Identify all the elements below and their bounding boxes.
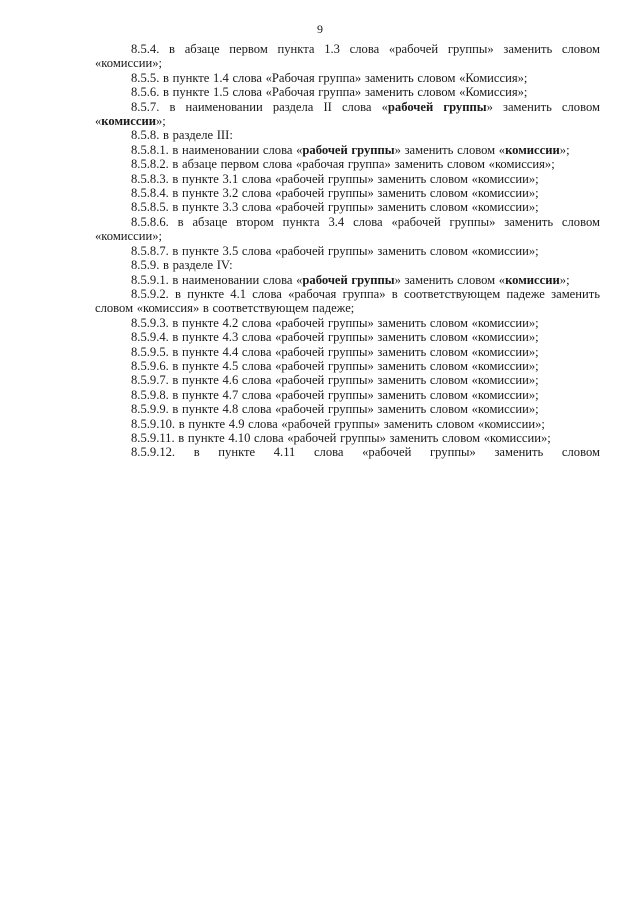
bold-text: рабочей группы bbox=[387, 99, 487, 114]
paragraph-text: » заменить словом « bbox=[394, 142, 506, 157]
paragraph-text: 8.5.8.2. в абзаце первом слова «рабочая группа» заменить словом «комиссия»; bbox=[131, 157, 555, 172]
bold-text: рабочей группы bbox=[302, 142, 395, 157]
paragraph bbox=[95, 417, 600, 431]
paragraph bbox=[95, 200, 600, 214]
paragraph-text: 8.5.9.1. в наименовании слова « bbox=[131, 272, 303, 287]
paragraph bbox=[95, 172, 600, 186]
paragraph-text: 8.5.9.9. в пункте 4.8 слова «рабочей группы» заменить словом «комиссии»; bbox=[131, 402, 539, 417]
bold-text: рабочей группы bbox=[302, 272, 395, 287]
paragraph-text: 8.5.9.6. в пункте 4.5 слова «рабочей группы» заменить словом «комиссии»; bbox=[131, 358, 539, 373]
paragraph-text: 8.5.9.2. в пункте 4.1 слова «рабочая группа» в соответствующем падеже заменить словом «комиссия» в соответствующем падеже; bbox=[95, 286, 600, 316]
document-body bbox=[95, 42, 600, 460]
paragraph bbox=[95, 373, 600, 387]
paragraph-text: 8.5.8.7. в пункте 3.5 слова «рабочей группы» заменить словом «комиссии»; bbox=[131, 243, 539, 258]
paragraph-text: 8.5.4. в абзаце первом пункта 1.3 слова «рабочей группы» заменить словом «комиссии»; bbox=[95, 42, 600, 71]
paragraph-text: »; bbox=[559, 142, 570, 157]
paragraph bbox=[95, 345, 600, 359]
paragraph-text: 8.5.8.3. в пункте 3.1 слова «рабочей группы» заменить словом «комиссии»; bbox=[131, 171, 539, 186]
paragraph bbox=[95, 258, 600, 272]
paragraph-text: » заменить словом « bbox=[95, 99, 600, 129]
paragraph-text: 8.5.8. в разделе III: bbox=[131, 128, 233, 143]
paragraph bbox=[95, 287, 600, 316]
paragraph bbox=[95, 100, 600, 129]
paragraph-text: 8.5.8.5. в пункте 3.3 слова «рабочей группы» заменить словом «комиссии»; bbox=[131, 200, 539, 215]
paragraph-text: 8.5.6. в пункте 1.5 слова «Рабочая группа» заменить словом «Комиссия»; bbox=[131, 85, 528, 100]
bold-text: комиссии bbox=[505, 142, 560, 157]
paragraph-text: »; bbox=[559, 272, 570, 287]
paragraph bbox=[95, 273, 600, 287]
paragraph-text: 8.5.8.6. в абзаце втором пункта 3.4 слова «рабочей группы» заменить словом «комиссии»; bbox=[95, 214, 600, 244]
paragraph-text: 8.5.9.7. в пункте 4.6 слова «рабочей группы» заменить словом «комиссии»; bbox=[131, 373, 539, 388]
page-number: 9 bbox=[317, 22, 323, 36]
paragraph-text: 8.5.8.4. в пункте 3.2 слова «рабочей группы» заменить словом «комиссии»; bbox=[131, 186, 539, 201]
paragraph bbox=[95, 316, 600, 330]
paragraph-text: 8.5.9.3. в пункте 4.2 слова «рабочей группы» заменить словом «комиссии»; bbox=[131, 315, 539, 330]
paragraph bbox=[95, 402, 600, 416]
paragraph-text: 8.5.9.11. в пункте 4.10 слова «рабочей группы» заменить словом «комиссии»; bbox=[131, 430, 551, 445]
paragraph bbox=[95, 42, 600, 71]
paragraph bbox=[95, 330, 600, 344]
bold-text: комиссии bbox=[101, 114, 156, 129]
paragraph-text: 8.5.7. в наименовании раздела II слова « bbox=[131, 99, 388, 114]
paragraph bbox=[95, 445, 600, 459]
paragraph-text: 8.5.9.10. в пункте 4.9 слова «рабочей группы» заменить словом «комиссии»; bbox=[131, 416, 545, 431]
bold-text: комиссии bbox=[505, 272, 560, 287]
paragraph-text: » заменить словом « bbox=[394, 272, 506, 287]
paragraph bbox=[95, 71, 600, 85]
paragraph-text: 8.5.5. в пункте 1.4 слова «Рабочая группа» заменить словом «Комиссия»; bbox=[131, 70, 528, 85]
paragraph bbox=[95, 244, 600, 258]
paragraph-text: 8.5.8.1. в наименовании слова « bbox=[131, 142, 303, 157]
paragraph bbox=[95, 186, 600, 200]
paragraph bbox=[95, 85, 600, 99]
paragraph-text: 8.5.9. в разделе IV: bbox=[131, 258, 233, 273]
paragraph-text: 8.5.9.8. в пункте 4.7 слова «рабочей группы» заменить словом «комиссии»; bbox=[131, 387, 539, 402]
paragraph bbox=[95, 128, 600, 142]
paragraph-text: 8.5.9.5. в пункте 4.4 слова «рабочей группы» заменить словом «комиссии»; bbox=[131, 344, 539, 359]
paragraph-text: 8.5.9.4. в пункте 4.3 слова «рабочей группы» заменить словом «комиссии»; bbox=[131, 330, 539, 345]
paragraph bbox=[95, 359, 600, 373]
paragraph-text: »; bbox=[155, 114, 166, 129]
paragraph bbox=[95, 143, 600, 157]
paragraph-text: 8.5.9.12. в пункте 4.11 слова «рабочей группы» заменить словом bbox=[131, 445, 600, 460]
paragraph bbox=[95, 431, 600, 445]
paragraph bbox=[95, 215, 600, 244]
paragraph bbox=[95, 157, 600, 171]
paragraph bbox=[95, 388, 600, 402]
